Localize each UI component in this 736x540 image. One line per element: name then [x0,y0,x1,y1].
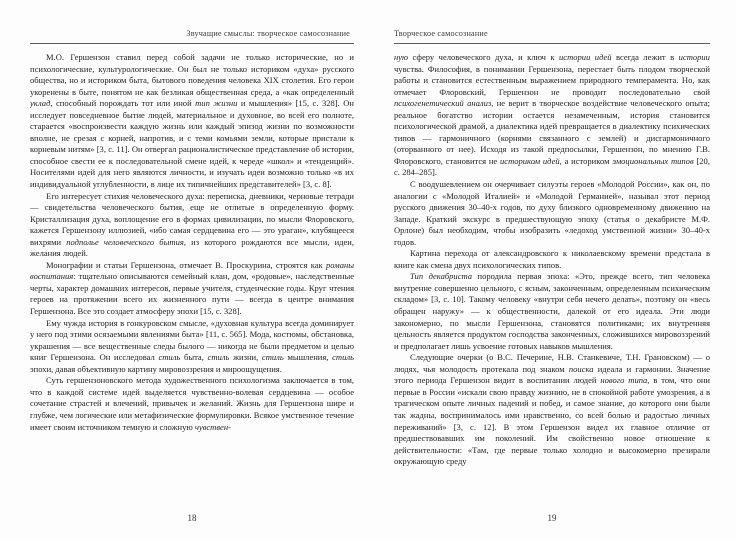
paragraph [30,191,354,260]
paragraph [394,271,710,352]
emphasis-text: психогенетический анализ [394,98,492,109]
body-text: М.О. Гершензон ставил перед собой задачи не только исторические, но и психологические, культурологические. Он был не только историком «духа» русского общества, но и историком быта, бытового поведения человека XIX столетия. Его герои укоренены в быте, понятом не как безликая общественная среда, а «как определенный [30,52,354,97]
body-text: чувства. Философия, в понимании Гершензона, перестает быть плодом творческой работы и становится естественным выражением природного темперамента. Но, как отмечает Флоровский, Гершензон не проводит последовательно свой [394,63,710,97]
emphasis-text: чувствен- [194,421,231,432]
body-text: идеала и гармонии. Значение этого периода Гершензон видит в воспитании людей [394,363,710,386]
right-page-folio: 19 [547,513,557,523]
paragraph [394,179,710,248]
body-text: жизни, [229,352,262,363]
body-text: Следующие очерки (о В.С. Печерине, Н.В. Станкевиче, Т.Н. Грановском) — о людях, чья молодость протекала под знаком [394,352,710,374]
emphasis-text: подполье человеческого бытия [66,236,184,247]
body-text: Монографии и статьи Гершензона, отмечает В. Проскурина, строятся как [46,259,327,270]
paragraph [394,248,710,271]
emphasis-text: стиль [261,352,284,363]
emphasis-text: стиль [332,352,354,363]
body-text: , из которого рождаются все мысли, идеи, желания людей. [30,236,354,259]
left-page-folio: 18 [187,513,197,523]
left-page-running-head: Звучащие смыслы: творческое самосознание [186,29,350,38]
emphasis-text: поиска [568,363,594,374]
body-text: и мышления» [15, с. 328]. Он исследует повседневное бытие людей, материальное и духовное, во всей его полноте, старается «воспроизвести каждую жизнь или каждый эпизод жизни по возможности вполне, не срезая с корней, напротив, и с теми комьями земли, которые пристали к корневым нитям» [3, с. 11]. Он отвергал рационалистическое представление об истории, способное свести ее к последовательной смене идей, к череде «школ» и «тенденций». Носителями идей для него являются личности, и изучать идеи возможно только «в их индивидуальной углубленности, в лице их типичнейших представителей» [3, с. 8]. [30,98,354,190]
emphasis-text: Тип декабриста [410,271,473,282]
right-page-header-rule [394,43,710,44]
emphasis-text: романы воспитания [30,259,354,282]
left-page-header-rule [30,43,354,44]
body-text: быта, [180,352,208,363]
left-page-body-text [30,52,354,504]
emphasis-text: стиль [158,352,181,363]
right-page-body-text [394,52,710,504]
body-text: Его интересует стихия человеческого духа: переписка, дневники, черновые тетради — свидетельства человеческого бытия, еще не отлитые в определенную форму. Кристаллизация духа, воплощение его в формах цивилизации, по мысли Флоровского, кажется Гершензону иллюзией, «ибо самая сердцевина его — это ураган», клубящееся вихрями [30,190,354,247]
emphasis-text: нового типа [600,375,648,386]
paragraph [394,352,710,467]
emphasis-text: эмоциональных типов [612,155,694,166]
body-text: Картина перехода от александровского к николаевскому времени предстала в книге как смена двух психологических типов. [394,248,710,270]
emphasis-text: тип жизни [195,98,238,109]
right-page [368,0,736,540]
paragraph [30,260,354,318]
right-page-running-head: Творческое самосознание [394,29,488,38]
body-text: породила первая эпоха: «Это, прежде всего, тип человека внутренне совершенно цельного, с ясным, законченным, определенным психическим складом» [3, с. 10]. Такому человеку «внутри себя нечего делать», поэтому он «весь обращен наружу» — к общественности, далекой от его идеала. Эти люди закономерно, по мысли Гершензона, становятся политиками; их внутренняя цельность является продуктом господства законченных, сложившихся мировоззрений и предполагает лишь усвоение готовых навыков мышления. [394,271,710,351]
body-text: эпохи, давая объективную картину мировоззрения и мироощущения. [30,363,282,374]
emphasis-text: ную [394,52,409,62]
body-text: , не верит в творческое воздействие человеческого опыта; реальное богатство истории остается незамеченным, история становится психологической драмой, а диалектика идей превращается в диалектику психических типов — гармоничного (корнями связанного с землей) и дисгармоничного (оторванного от нее). Исходя из такой предпосылки, Гершензон, по мнению Г.В. Флоровского, становится не [394,98,710,166]
body-text: всегда лежит в [611,52,679,62]
emphasis-text: стиль [207,352,230,363]
body-text: Суть гершензоновского метода художественного психологизма заключается в том, что в каждой системе идей выделяется чувственно-волевая сердцевина — особое сочетание страстей и влечений, привычек и желаний. Жизнь для Гершензона шире и глубже, чем логические или метафизические формулировки. Всякое умственное течение имеет своим источником темную и сложную [30,375,354,432]
paragraph [30,52,354,191]
body-text: С воодушевлением он очерчивает силуэты героев «Молодой России», как он, по аналогии с «Молодой Италией» и «Молодой Германией», называл этот период русского движения 30–40-х годов, по духу близкого одновременному движению на Западе. Краткий экскурс в предшествующую эпоху (статья о декабристе М.Ф. Орлоне) был необходим, чтобы изобразить «ледоход умственной жизни» 30–40-х годов. [394,179,710,247]
emphasis-text: уклад [30,98,51,109]
body-text: мышления, [283,352,333,363]
emphasis-text: истории идей [559,52,612,62]
body-text: , а историком [559,155,613,166]
emphasis-text: историком идей [500,155,560,166]
paragraph [30,318,354,376]
body-text: , в том, что они первые в России «искали свою правду жизнию, не в спокойной работе умозрения, а в трагическом опыте личных падений и побед, и самое знание, до которого они были так жадны, воспринималось ими нравственно, со всей болью и радостью личных переживаний» [3, с. 12]. В этом Гершензон видел их главное отличие от предшествовавших им поколений. Им свойственно новое отношение к действительности: «Там, где первые только холодно и высокомерно презирали окружающую среду [394,375,710,467]
body-text: сферу человеческого духа, и ключ к [408,52,560,62]
body-text: Ему чужда история в гонкуровском смысле, «духовная культура всегда доминирует у него под этими осязаемыми явлениями быта» [11, с. 565]. Мода, костюмы, обстановка, украшения — все вещественные следы былого — никогда не были предметом и целью книг Гершензона. Он исследовал [30,317,354,363]
paragraph [394,52,710,179]
paragraph [30,375,354,433]
emphasis-text: истории [678,52,710,62]
body-text: : тщательно описываются семейный клан, дом, «родовые», наследственные черты, характер домашних интересов, первые учителя, студенческие годы. Круг чтения героев на протяжении всего их жизненного пути — всегда в центре внимания Гершензона. Все это создает атмосферу эпохи [15, с. 328]. [30,271,354,317]
body-text: , способный порождать тот или иной [50,98,196,109]
body-text: [20, с. 284–285]. [394,155,710,178]
